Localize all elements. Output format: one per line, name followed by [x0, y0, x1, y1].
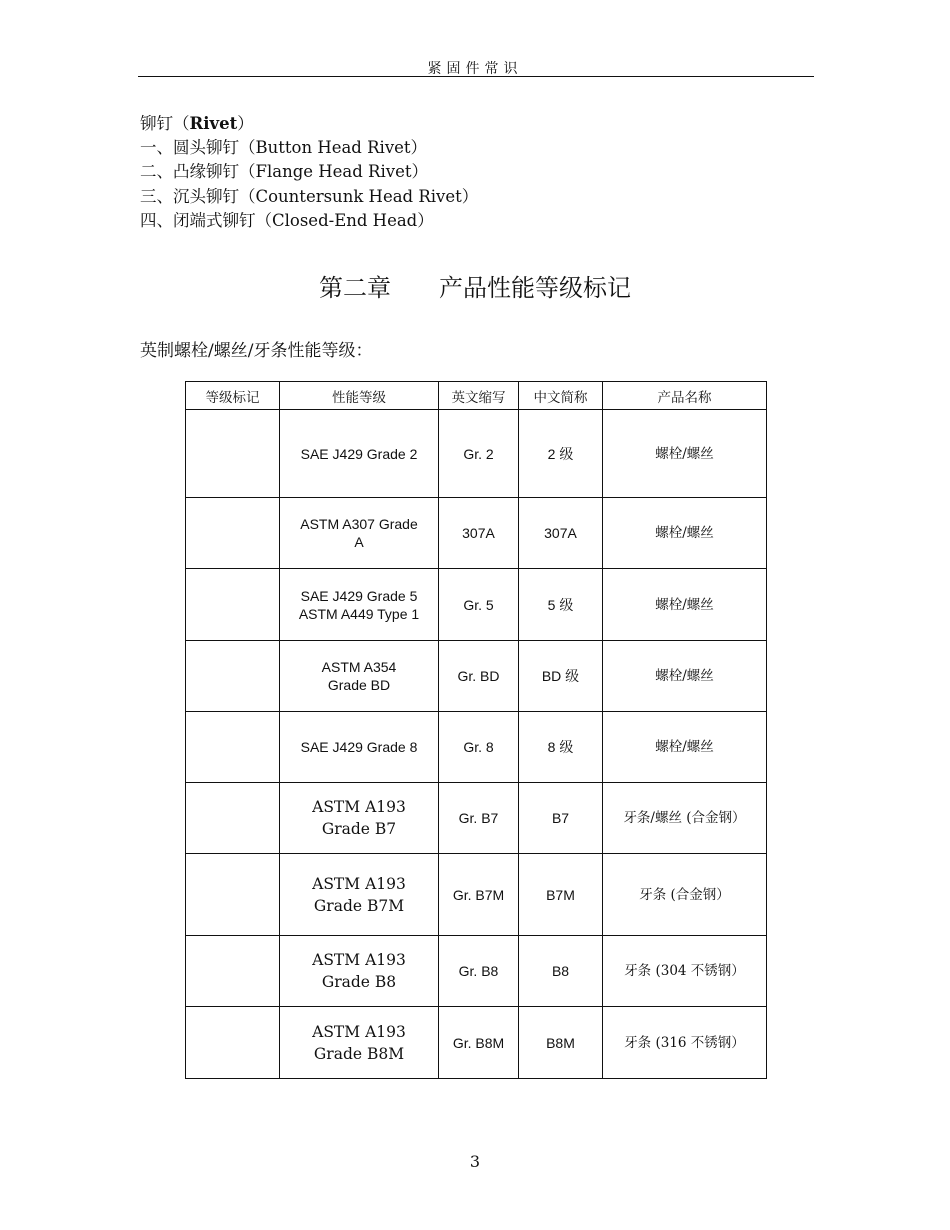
product-cell: 牙条/螺丝 (合金钢） — [603, 783, 767, 854]
rivet-heading — [140, 112, 478, 136]
abbr-cell: Gr. B8 — [439, 936, 519, 1007]
rivet-item: 四、闭端式铆钉（Closed-End Head） — [140, 210, 434, 230]
grade-mark-cell — [186, 936, 280, 1007]
grade-mark-cell — [186, 783, 280, 854]
grade-line: ASTM A193 — [312, 1022, 406, 1041]
grade-line: Grade BD — [327, 677, 391, 693]
grade-mark-cell — [186, 712, 280, 783]
cn-short-cell: B7 — [519, 783, 603, 854]
grade-line: ASTM A354 — [321, 659, 397, 675]
grade-cell — [280, 641, 439, 712]
product-cell: 螺栓/螺丝 — [603, 498, 767, 569]
column-header: 中文简称 — [519, 382, 603, 410]
table-header-row — [186, 382, 767, 410]
grade-mark-cell — [186, 854, 280, 936]
grade-cell — [280, 783, 439, 854]
table-row — [186, 936, 767, 1007]
abbr-cell: Gr. B8M — [439, 1007, 519, 1079]
cn-short-cell: 307A — [519, 498, 603, 569]
grade-line: ASTM A449 Type 1 — [298, 605, 420, 622]
table-row — [186, 641, 767, 712]
grade-cell — [280, 854, 439, 936]
grade-cell — [280, 1007, 439, 1079]
rivet-list — [140, 112, 478, 233]
chapter-title: 第二章 产品性能等级标记 — [319, 274, 631, 302]
header-rule — [138, 76, 814, 77]
page-number: 3 — [469, 1152, 481, 1171]
grade-mark-cell — [186, 641, 280, 712]
grade-line: Grade B8M — [313, 1044, 405, 1063]
cn-short-cell: 2 级 — [519, 410, 603, 498]
table-row — [186, 410, 767, 498]
grade-line: SAE J429 Grade 2 — [300, 445, 418, 462]
table-row — [186, 712, 767, 783]
section-subtitle: 英制螺栓/螺丝/牙条性能等级： — [140, 341, 373, 361]
product-cell: 牙条 (316 不锈钢） — [603, 1007, 767, 1079]
cn-short-cell: B8 — [519, 936, 603, 1007]
table-row — [186, 569, 767, 641]
grade-line: ASTM A307 Grade — [300, 516, 418, 532]
grade-line: Grade B8 — [321, 973, 397, 991]
product-cell: 牙条 (合金钢） — [603, 854, 767, 936]
grade-line: Grade B7M — [313, 896, 405, 915]
grade-mark-cell — [186, 410, 280, 498]
table-row — [186, 854, 767, 936]
grade-mark-cell — [186, 569, 280, 641]
abbr-cell: Gr. 5 — [439, 569, 519, 641]
grade-cell — [280, 498, 439, 569]
cn-short-cell: BD 级 — [519, 641, 603, 712]
abbr-cell: 307A — [439, 498, 519, 569]
product-cell: 螺栓/螺丝 — [603, 641, 767, 712]
column-header: 性能等级 — [280, 382, 439, 410]
grade-mark-cell — [186, 1007, 280, 1079]
grade-cell — [280, 569, 439, 641]
column-header: 产品名称 — [603, 382, 767, 410]
grade-table — [185, 381, 767, 1079]
grade-cell — [280, 410, 439, 498]
grade-line: SAE J429 Grade 8 — [300, 739, 418, 755]
product-cell: 螺栓/螺丝 — [603, 712, 767, 783]
grade-line: A — [354, 534, 364, 550]
cn-short-cell: B8M — [519, 1007, 603, 1079]
grade-line: ASTM A193 — [312, 874, 406, 893]
grade-mark-cell — [186, 498, 280, 569]
rivet-item: 一、圆头铆钉（Button Head Rivet） — [140, 138, 428, 158]
table-row — [186, 498, 767, 569]
abbr-cell: Gr. 2 — [439, 410, 519, 498]
cn-short-cell: 5 级 — [519, 569, 603, 641]
running-header: 紧固件常识 — [427, 61, 523, 77]
grade-line: Grade B7 — [321, 820, 397, 838]
rivet-item: 二、凸缘铆钉（Flange Head Rivet） — [140, 162, 428, 182]
table-row — [186, 1007, 767, 1079]
column-header: 英文缩写 — [439, 382, 519, 410]
grade-line: ASTM A193 — [312, 951, 406, 969]
product-cell: 牙条 (304 不锈钢） — [603, 936, 767, 1007]
product-cell: 螺栓/螺丝 — [603, 410, 767, 498]
column-header: 等级标记 — [186, 382, 280, 410]
cn-short-cell: 8 级 — [519, 712, 603, 783]
abbr-cell: Gr. B7M — [439, 854, 519, 936]
rivet-heading-prefix: 铆钉（ — [140, 114, 190, 133]
grade-cell — [280, 936, 439, 1007]
abbr-cell: Gr. B7 — [439, 783, 519, 854]
grade-line: SAE J429 Grade 5 — [300, 587, 418, 604]
rivet-item: 三、沉头铆钉（Countersunk Head Rivet） — [140, 186, 479, 206]
rivet-heading-bold: Rivet — [189, 114, 238, 133]
abbr-cell: Gr. 8 — [439, 712, 519, 783]
product-cell: 螺栓/螺丝 — [603, 569, 767, 641]
cn-short-cell: B7M — [519, 854, 603, 936]
table-row — [186, 783, 767, 854]
grade-cell — [280, 712, 439, 783]
grade-line: ASTM A193 — [312, 798, 406, 816]
abbr-cell: Gr. BD — [439, 641, 519, 712]
rivet-heading-suffix: ） — [237, 114, 254, 133]
